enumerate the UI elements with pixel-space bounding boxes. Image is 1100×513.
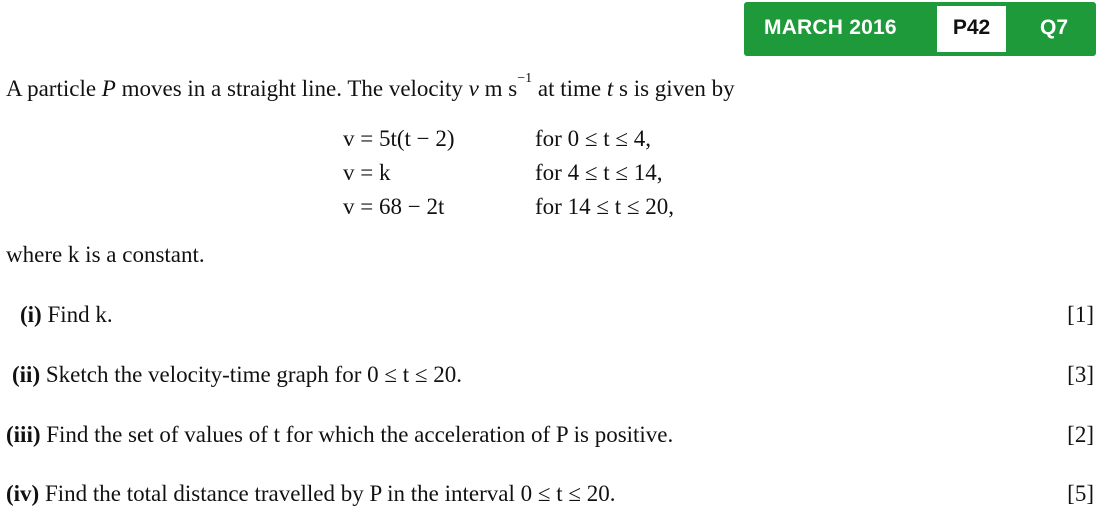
equation-1-condition: for 0 ≤ t ≤ 4,	[535, 126, 651, 151]
part-text: Find k.	[47, 302, 113, 327]
equation-2-expression: v = k	[343, 160, 391, 185]
equation-3-condition: for 14 ≤ t ≤ 20,	[535, 194, 674, 219]
exam-date: MARCH 2016	[764, 16, 897, 39]
part-text: Sketch the velocity-time graph for 0 ≤ t ≤ 20.	[45, 362, 463, 387]
exam-header-badge	[744, 2, 1096, 56]
part-i-marks: [1]	[1067, 302, 1094, 327]
part-label: (iii)	[6, 422, 41, 447]
constant-note: where k is a constant.	[6, 242, 205, 267]
part-text: Find the set of values of t for which the acceleration of P is positive.	[46, 422, 674, 447]
equation-1-expression: v = 5t(t − 2)	[343, 126, 455, 151]
part-label: (iv)	[6, 481, 40, 506]
part-iii	[6, 422, 673, 448]
question-intro: A particle P moves in a straight line. The velocity v m $s^{-1}$ at time t s is given by	[6, 71, 735, 101]
part-iv-marks: [5]	[1067, 481, 1094, 506]
part-ii-marks: [3]	[1067, 362, 1094, 387]
question-number: Q7	[1039, 16, 1068, 39]
part-i	[20, 302, 113, 328]
equation-2-condition: for 4 ≤ t ≤ 14,	[535, 160, 663, 185]
part-text: Find the total distance travelled by P in the interval 0 ≤ t ≤ 20.	[44, 481, 616, 506]
part-label: (i)	[20, 302, 42, 327]
equation-3-expression: v = 68 − 2t	[343, 194, 445, 219]
part-iv	[6, 481, 616, 507]
paper-box	[937, 6, 1006, 52]
paper-code: P42	[952, 16, 991, 39]
part-ii	[12, 362, 462, 388]
part-iii-marks: [2]	[1067, 422, 1094, 447]
part-label: (ii)	[12, 362, 41, 387]
